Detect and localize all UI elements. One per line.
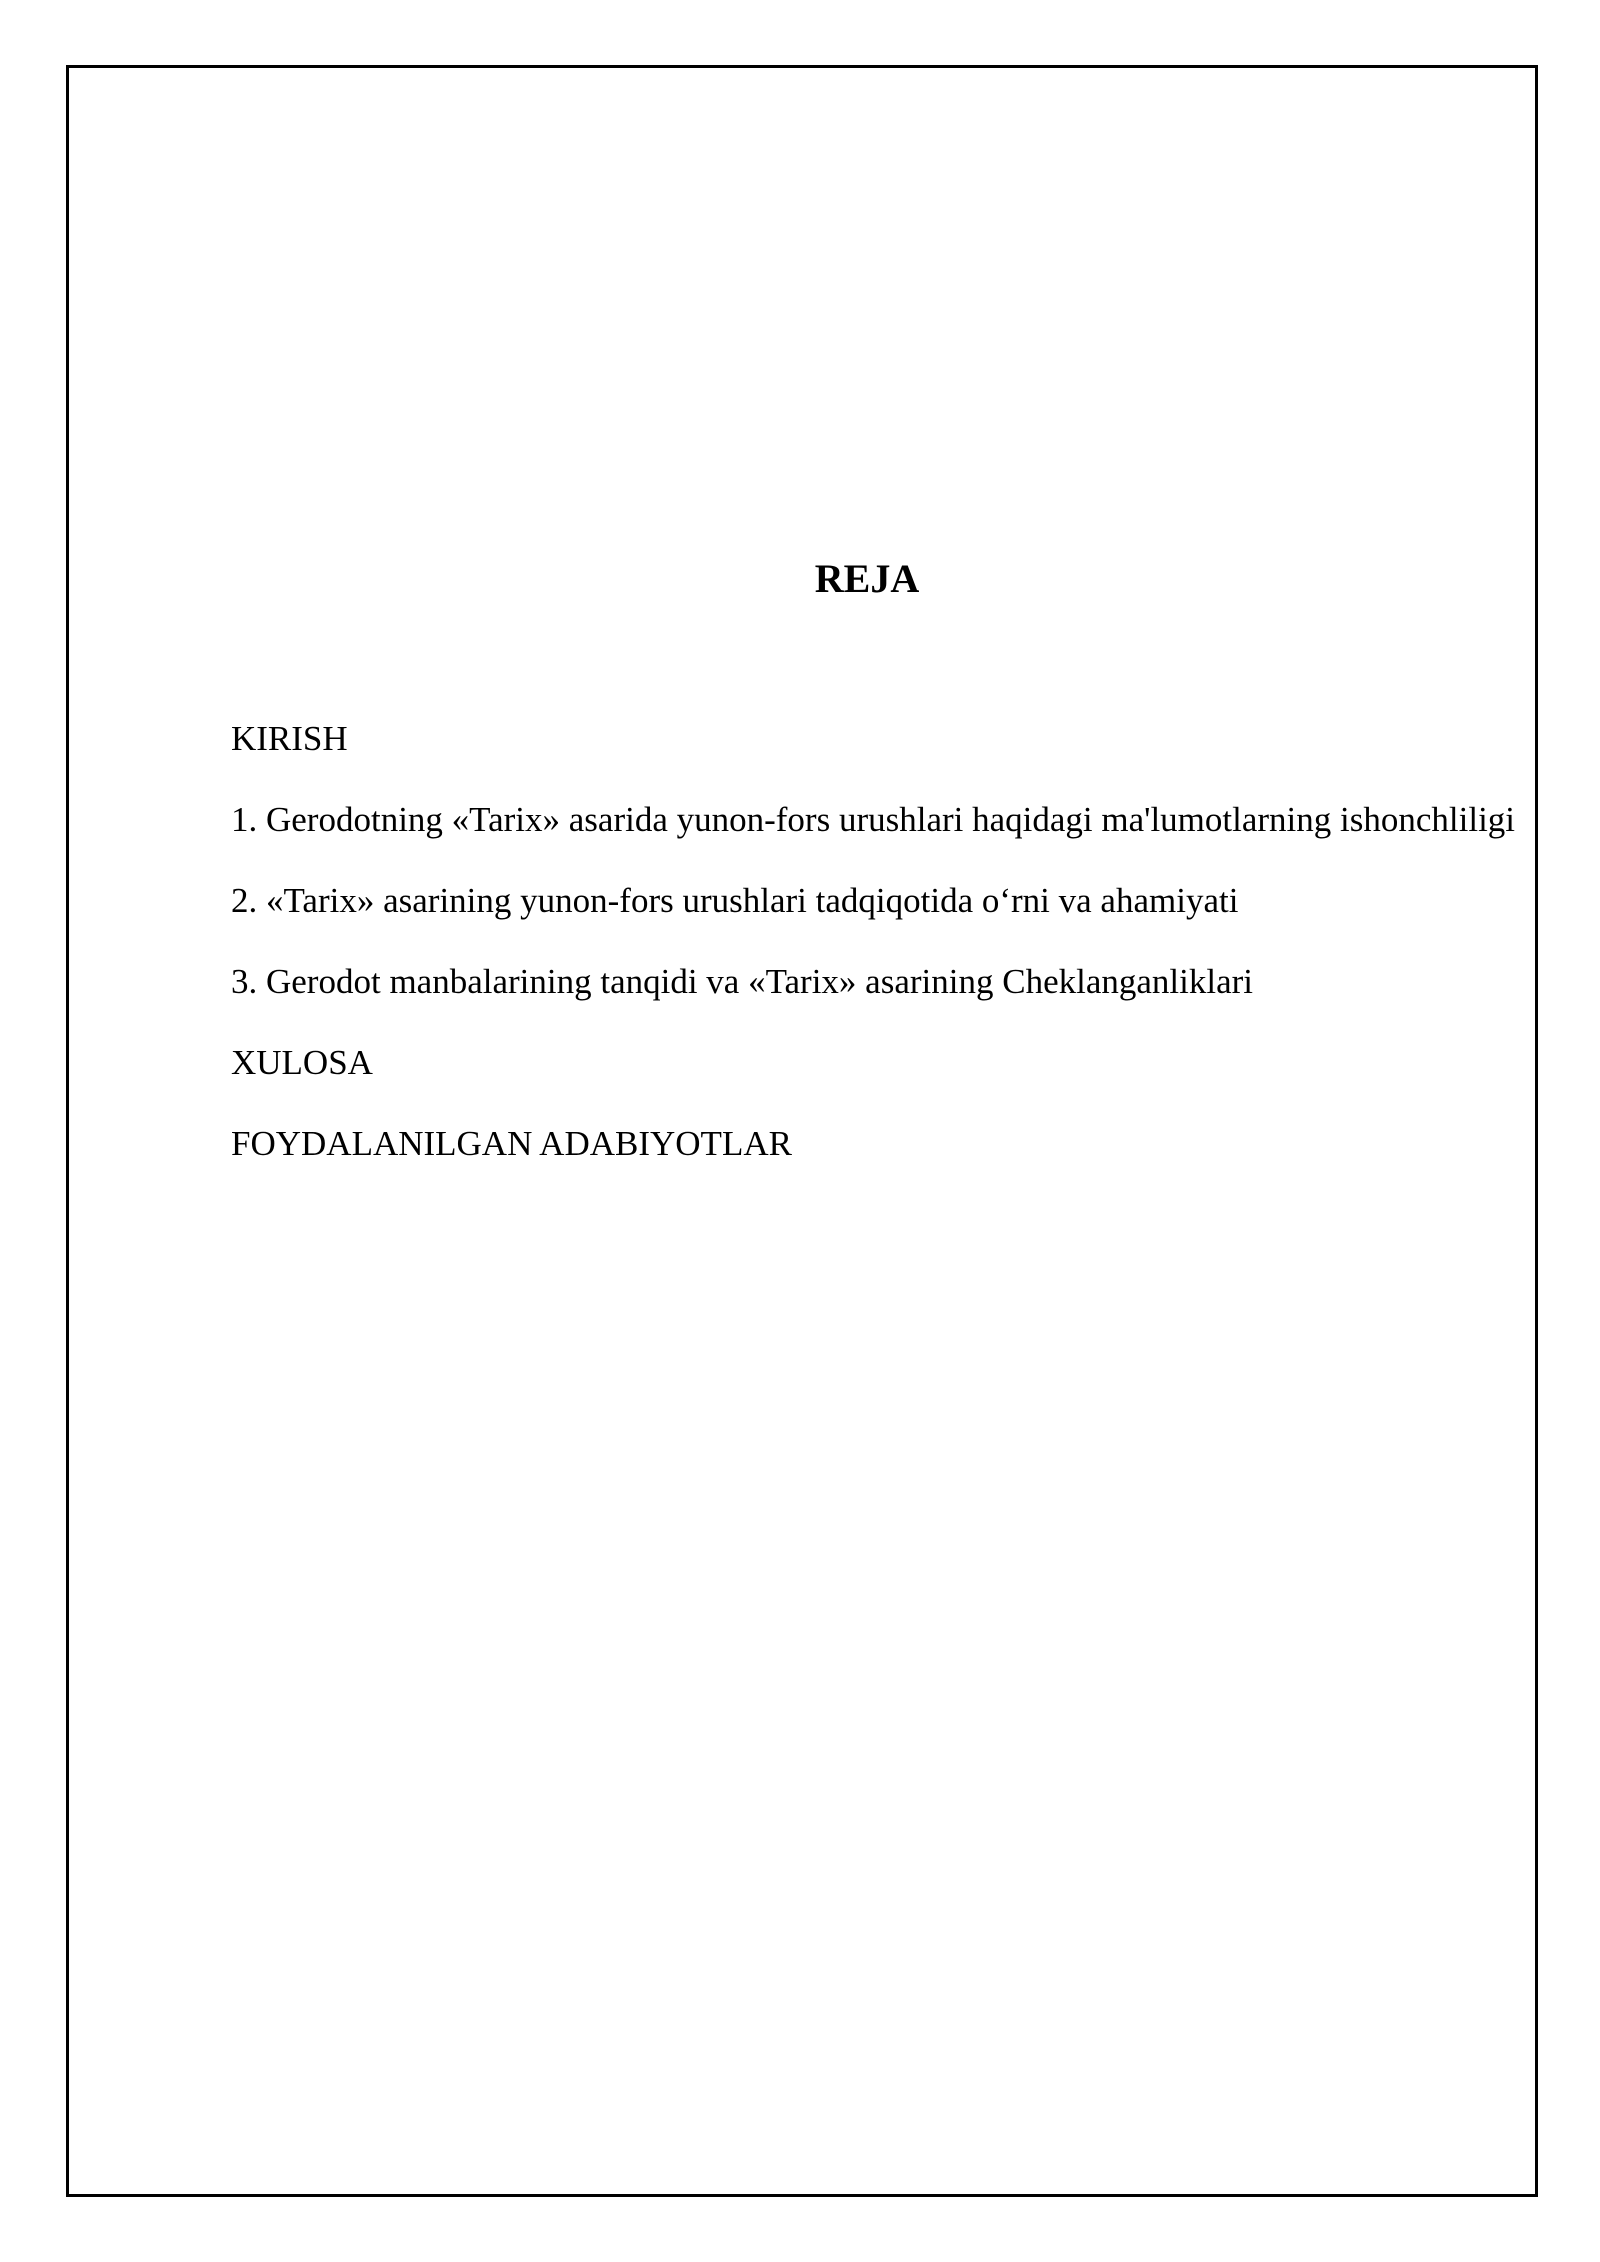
plan-item-conclusion: XULOSA: [231, 1043, 373, 1082]
plan-list: [231, 707, 1521, 1193]
plan-item-references: FOYDALANILGAN ADABIYOTLAR: [231, 1124, 792, 1163]
plan-item-introduction: KIRISH: [231, 719, 348, 758]
page-border: [66, 65, 1538, 2197]
plan-item-chapter-3: 3. Gerodot manbalarining tanqidi va «Tarix» asarining Cheklanganliklari: [231, 962, 1253, 1001]
plan-item-chapter-2: 2. «Tarix» asarining yunon-fors urushlari tadqiqotida o‘rni va ahamiyati: [231, 881, 1239, 920]
plan-item-chapter-1: 1. Gerodotning «Tarix» asarida yunon-fors urushlari haqidagi ma'lumotlarning ishonchliligi: [231, 800, 1516, 839]
page-title: REJA: [814, 555, 920, 601]
